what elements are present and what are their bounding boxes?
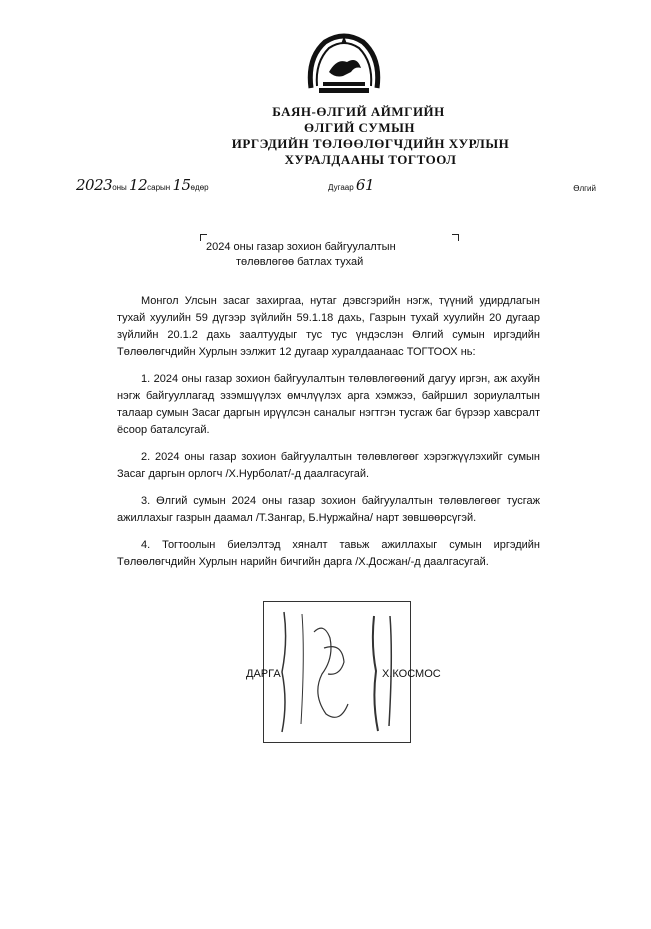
date-month: 12: [129, 176, 148, 194]
signatory-name: Х.КОСМОС: [382, 668, 441, 680]
date-month-suffix: сарын: [147, 183, 171, 192]
date: [76, 176, 209, 194]
document-place: Өлгий: [573, 184, 596, 193]
resolution-item-3: 3. Өлгий сумын 2024 оны газар зохион байгуулалтын төлөвлөгөөг тусгаж ажиллахыг газрын даамал /Т.Зангар, Б.Нуржайна/ нарт зөвшөөрсүгэй.: [117, 495, 540, 524]
number-value: 61: [355, 176, 375, 194]
subject-line-2: төлөвлөгөө батлах тухай: [236, 256, 364, 268]
org-line-4: ХУРАЛДААНЫ ТОГТООЛ: [284, 152, 457, 167]
org-line-3: ИРГЭДИЙН ТӨЛӨӨЛӨГЧДИЙН ХУРЛЫН: [231, 136, 510, 151]
document-body: [117, 293, 540, 581]
org-line-1: БАЯН-ӨЛГИЙ АЙМГИЙН: [272, 104, 445, 119]
number-label: Дугаар: [328, 183, 354, 192]
date-day: 15: [172, 176, 191, 194]
resolution-item-2: 2. 2024 оны газар зохион байгуулалтын төлөвлөгөөг хэрэгжүүлэхийг сумын Засаг даргын орлогч /Х.Нурболат/-д даалгасугай.: [117, 451, 540, 480]
organization-title: [0, 104, 651, 168]
subject-line-1: 2024 оны газар зохион байгуулалтын: [206, 241, 396, 253]
date-year-suffix: оны: [112, 183, 127, 192]
resolution-item-4: 4. Тогтоолын биелэлтэд хяналт тавьж ажиллахыг сумын иргэдийн Төлөөлөгчдийн Хурлын нарийн бичгийн дарга /Х.Досжан/-д даалгасугай.: [117, 539, 540, 568]
date-day-suffix: өдөр: [190, 183, 209, 192]
date-number-row: [76, 176, 596, 196]
preamble-paragraph: Монгол Улсын засаг захиргаа, нутаг дэвсгэрийн нэгж, түүний удирдлагын тухай хуулийн 59 дүгээр зүйлийн 59.1.18 дахь, Газрын тухай хуулийн 20 дугаар зүйлийн 20.1.2 дахь заалтуудыг тус тус үндэслэн Өлгий сумын иргэдийн Төлөөлөгчдийн Хурлын ээлжит 12 дугаар хуралдаанаас ТОГТООХ нь:: [117, 295, 540, 358]
org-line-2: ӨЛГИЙ СУМЫН: [304, 120, 415, 135]
resolution-item-1: 1. 2024 оны газар зохион байгуулалтын төлөвлөгөөний дагуу иргэн, аж ахуйн нэгж байгууллагад эзэмшүүлэх өмчлүүлэх арга хэмжээ, байршил зориулалтын талаар сумын Засаг даргын ирүүлсэн саналыг нэгтгэн тусгаж баг бүрээр хавсралт ёсоор баталсугай.: [117, 373, 540, 436]
state-emblem-icon: [303, 28, 385, 98]
document-subject: [206, 240, 456, 270]
document-number: [328, 176, 374, 194]
signatory-title: ДАРГА: [246, 668, 281, 680]
date-year: 2023: [76, 176, 113, 194]
